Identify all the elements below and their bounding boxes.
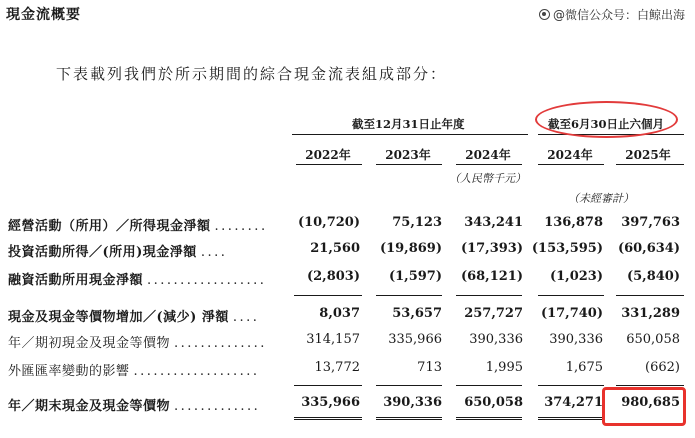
year-underline (296, 164, 362, 165)
year-underline (616, 164, 684, 165)
table-cell: (10,720) (297, 215, 360, 230)
table-cell: (17,393) (460, 241, 523, 256)
subtotal-rule (294, 295, 362, 296)
row-label: 經營活動（所用）／所得現金淨額 ........ (8, 219, 268, 234)
wechat-icon (539, 9, 550, 20)
table-cell: 8,037 (319, 306, 360, 321)
table-cell: 53,657 (392, 306, 442, 321)
intro-text: 下表載列我們於所示期間的綜合現金流表組成部分： (56, 65, 448, 83)
year-underline (376, 164, 442, 165)
row-label: 年／期末現金及現金等價物 ............. (8, 399, 261, 414)
total-rule (294, 385, 362, 386)
table-cell: (5,840) (626, 269, 680, 284)
watermark-text: @微信公众号：白鲸出海 (552, 8, 685, 22)
table-cell: 390,336 (383, 395, 442, 410)
year-header: 2024年 (547, 148, 593, 162)
year-header: 2025年 (625, 148, 671, 162)
table-cell: 1,675 (565, 360, 603, 375)
total-rule (616, 385, 684, 386)
table-cell: (60,634) (617, 241, 680, 256)
row-label: 投資活動所得／(所用)現金淨額 .... (8, 245, 228, 260)
row-label: 現金及現金等價物增加／(減少) 淨額 .... (8, 310, 260, 325)
table-cell: 650,058 (626, 332, 680, 347)
unit-note: （人民幣千元） (449, 172, 526, 185)
table-cell: 314,157 (306, 332, 360, 347)
table-cell: 650,058 (464, 395, 523, 410)
row-label-text: 融資活動所用現金淨額 (8, 273, 144, 288)
row-label-text: 投資活動所得／(所用)現金淨額 (8, 245, 197, 260)
year-header: 2023年 (385, 148, 431, 162)
table-cell: 21,560 (310, 241, 360, 256)
year-underline (456, 164, 522, 165)
table-cell: 136,878 (544, 215, 603, 230)
year-underline (538, 164, 604, 165)
subtotal-rule (538, 295, 604, 296)
table-cell: (68,121) (460, 269, 523, 284)
row-label-text: 年／期初現金及現金等價物 (8, 336, 171, 351)
table-cell: 1,995 (485, 360, 523, 375)
subtotal-rule (456, 295, 522, 296)
table-cell: (19,869) (379, 241, 442, 256)
header-annual-group: 截至12月31日止年度 (352, 117, 465, 131)
table-cell: (662) (645, 360, 680, 375)
table-cell: 397,763 (621, 215, 680, 230)
double-rule (456, 417, 522, 420)
table-cell: (1,023) (549, 269, 603, 284)
table-cell: 390,336 (469, 332, 523, 347)
subtotal-rule (376, 295, 442, 296)
row-label-text: 外匯匯率變動的影響 (8, 364, 130, 379)
table-cell: 257,727 (464, 306, 523, 321)
row-label-text: 現金及現金等價物增加／(減少) 淨額 (8, 310, 229, 325)
table-cell: (1,597) (388, 269, 442, 284)
table-cell: 343,241 (464, 215, 523, 230)
double-rule (538, 417, 604, 420)
row-label: 外匯匯率變動的影響 ................... (8, 364, 260, 379)
table-cell: 331,289 (621, 306, 680, 321)
table-cell: 13,772 (314, 360, 360, 375)
table-cell: (2,803) (306, 269, 360, 284)
table-cell: 75,123 (392, 215, 442, 230)
interim-highlight-ellipse (535, 101, 678, 138)
table-cell: 713 (417, 360, 442, 375)
table-cell: 390,336 (549, 332, 603, 347)
year-header: 2024年 (465, 148, 511, 162)
row-label-text: 年／期末現金及現金等價物 (8, 399, 171, 414)
year-header: 2022年 (305, 148, 351, 162)
total-rule (456, 385, 522, 386)
double-rule (376, 417, 442, 420)
row-label-text: 經營活動（所用）／所得現金淨額 (8, 219, 211, 234)
watermark (539, 6, 685, 23)
total-rule (538, 385, 604, 386)
section-title: 現金流概要 (6, 7, 81, 23)
table-cell: (17,740) (540, 306, 603, 321)
total-rule (376, 385, 442, 386)
highlight-box (602, 387, 686, 426)
table-cell: 374,271 (544, 395, 603, 410)
table-cell: 335,966 (301, 395, 360, 410)
unaudited-note: （未經審計） (568, 192, 634, 205)
header-interim-group: 截至6月30日止六個月 (548, 117, 665, 131)
header-annual-underline (292, 134, 528, 135)
table-cell: 335,966 (388, 332, 442, 347)
double-rule (294, 417, 362, 420)
table-cell: (153,595) (531, 241, 603, 256)
row-label: 融資活動所用現金淨額 .................. (8, 273, 267, 288)
subtotal-rule (616, 295, 684, 296)
row-label: 年／期初現金及現金等價物 .............. (8, 336, 267, 351)
table-cell: 980,685 (621, 395, 680, 410)
